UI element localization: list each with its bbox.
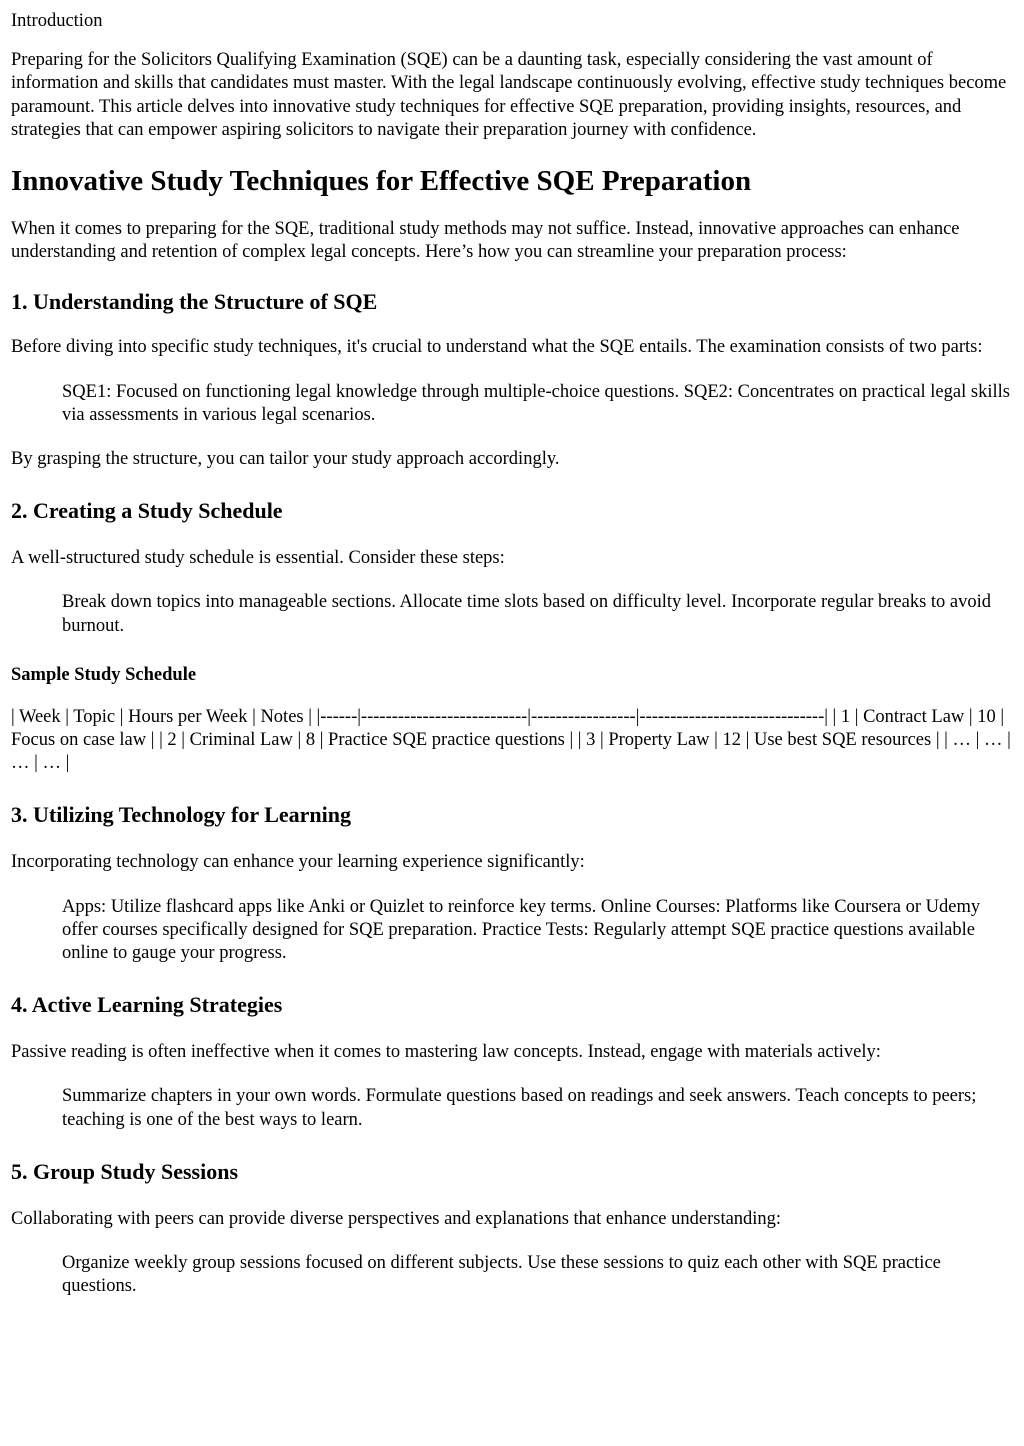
page-title: Innovative Study Techniques for Effective SQE Preparation <box>11 165 752 198</box>
intro-label: Introduction <box>11 11 103 31</box>
section-4-quote: Summarize chapters in your own words. Formulate questions based on readings and seek answers. Teach concepts to peers; teaching is one of the best ways to learn. <box>62 1086 977 1130</box>
section-1-outro: By grasping the structure, you can tailor your study approach accordingly. <box>11 449 560 470</box>
section-3-intro: Incorporating technology can enhance your learning experience significantly: <box>11 852 585 873</box>
section-5-quote: Organize weekly group sessions focused on different subjects. Use these sessions to quiz each other with SQE practice questions. <box>62 1253 941 1297</box>
section-3-quote: Apps: Utilize flashcard apps like Anki or Quizlet to reinforce key terms. Online Courses: Platforms like Coursera or Udemy offer courses specifically designed for SQE preparation. Practice Tests: Regularly attempt SQE practice questions available online to gauge your progress. <box>62 896 981 964</box>
section-2-heading: 2. Creating a Study Schedule <box>11 498 283 524</box>
section-1-quote: SQE1: Focused on functioning legal knowledge through multiple-choice questions. SQE2: Concentrates on practical legal skills via assessments in various legal scenarios. <box>62 381 1010 425</box>
section-1-heading: 1. Understanding the Structure of SQE <box>11 289 378 315</box>
main-intro-paragraph: When it comes to preparing for the SQE, traditional study methods may not suffice. Instead, innovative approaches can enhance understanding and retention of complex legal concepts. Here’s how you can streamline your preparation process: <box>11 219 960 263</box>
section-2-intro: A well-structured study schedule is essential. Consider these steps: <box>11 548 505 569</box>
section-5-heading: 5. Group Study Sessions <box>11 1158 239 1184</box>
section-5-intro: Collaborating with peers can provide diverse perspectives and explanations that enhance understanding: <box>11 1208 782 1229</box>
intro-paragraph: Preparing for the Solicitors Qualifying Examination (SQE) can be a daunting task, especially considering the vast amount of information and skills that candidates must master. With the legal landscape continuously evolving, effective study techniques become paramount. This article delves into innovative study techniques for effective SQE preparation, providing insights, resources, and strategies that can empower aspiring solicitors to navigate their preparation journey with confidence. <box>11 50 1007 140</box>
section-4-intro: Passive reading is often ineffective when it comes to mastering law concepts. Instead, engage with materials actively: <box>11 1042 881 1063</box>
section-1-intro: Before diving into specific study techniques, it's crucial to understand what the SQE entails. The examination consists of two parts: <box>11 337 983 358</box>
sample-schedule-heading: Sample Study Schedule <box>11 664 197 685</box>
sample-schedule-table-text: | Week | Topic | Hours per Week | Notes | |------|---------------------------|-----------------|------------------------------| | 1 | Contract Law | 10 | Focus on case law | | 2 | Criminal Law | 8 | Practice SQE practice questions | | 3 | Property Law | 12 | Use best SQE resources | | … | … | … | … | <box>11 706 1011 774</box>
section-4-heading: 4. Active Learning Strategies <box>11 992 283 1018</box>
section-3-heading: 3. Utilizing Technology for Learning <box>11 802 352 828</box>
section-2-quote: Break down topics into manageable sections. Allocate time slots based on difficulty level. Incorporate regular breaks to avoid burnout. <box>62 592 992 636</box>
